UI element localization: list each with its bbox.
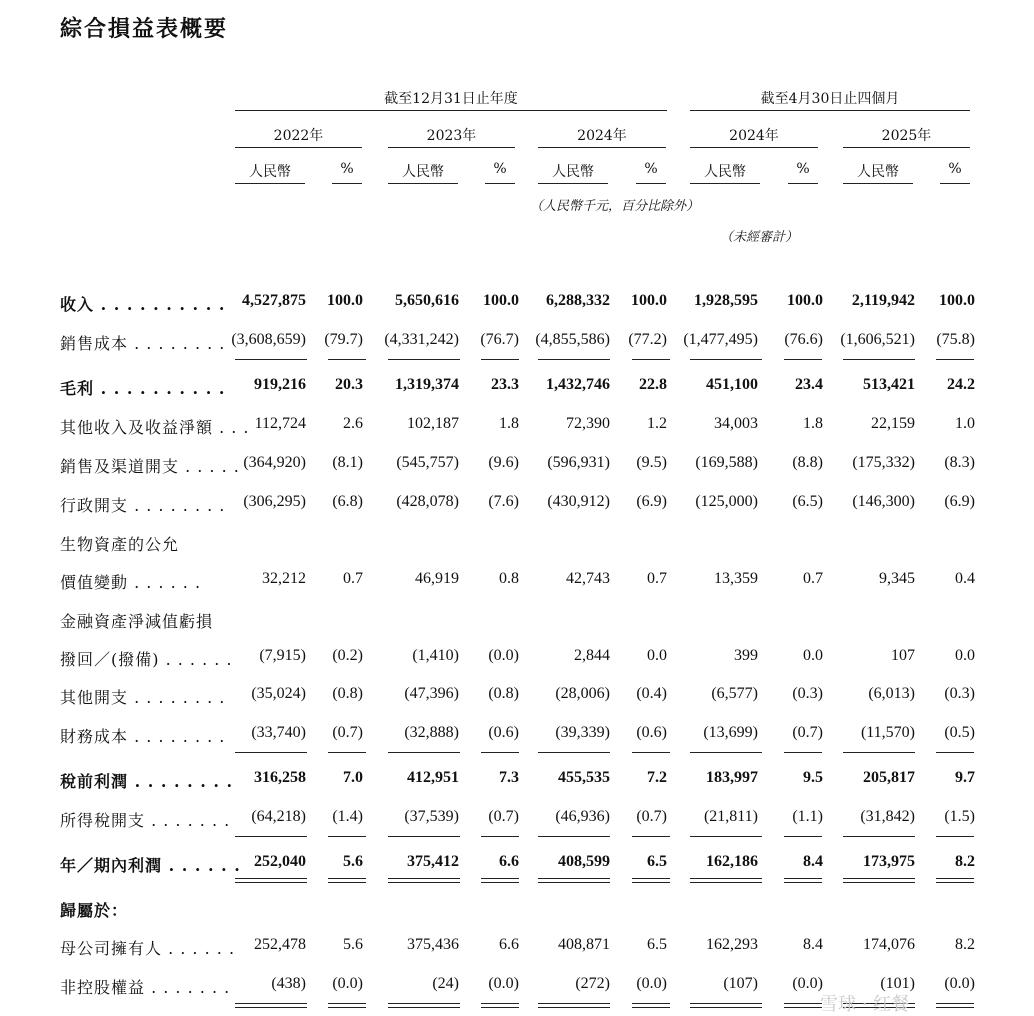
percent-cell: (79.7) — [324, 331, 363, 348]
percent-cell: (0.2) — [332, 647, 363, 664]
percent-cell: 6.5 — [647, 853, 667, 870]
amount-cell: (39,339) — [555, 724, 610, 741]
amount-cell: (24) — [432, 975, 459, 992]
total-rule — [538, 1003, 610, 1008]
total-rule — [843, 359, 915, 360]
percent-cell: 8.4 — [803, 936, 823, 953]
percent-cell: (8.8) — [792, 454, 823, 471]
percent-cell: 8.2 — [955, 936, 975, 953]
amount-cell: (35,024) — [251, 685, 306, 702]
amount-cell: 13,359 — [714, 570, 758, 587]
amount-cell: (364,920) — [243, 454, 306, 471]
total-rule — [328, 1003, 366, 1008]
percent-cell: 6.5 — [647, 936, 667, 953]
year-header: 2025年 — [881, 128, 932, 144]
amount-cell: (6,013) — [868, 685, 915, 702]
percent-cell: 9.7 — [955, 769, 975, 786]
percent-cell: (0.0) — [488, 647, 519, 664]
percent-cell: 0.8 — [499, 570, 519, 587]
amount-cell: (6,577) — [711, 685, 758, 702]
amount-cell: (11,570) — [860, 724, 915, 741]
total-rule — [784, 836, 822, 837]
amount-cell: (4,855,586) — [535, 331, 610, 348]
row-label: 毛利 . . . . . . . . . . — [60, 379, 226, 398]
percent-cell: 5.6 — [343, 853, 363, 870]
percent-cell: (6.9) — [636, 493, 667, 510]
amount-cell: (101) — [880, 975, 915, 992]
total-rule — [784, 878, 822, 883]
total-rule — [538, 359, 610, 360]
percent-cell: (0.7) — [332, 724, 363, 741]
amount-cell: 183,997 — [706, 769, 758, 786]
amount-cell: (31,842) — [860, 808, 915, 825]
amount-cell: 2,119,942 — [851, 292, 915, 309]
amount-cell: (596,931) — [547, 454, 610, 471]
total-rule — [784, 359, 822, 360]
row-label: 銷售成本 . . . . . . . . — [60, 334, 226, 353]
percent-cell: (0.3) — [792, 685, 823, 702]
total-rule — [328, 359, 366, 360]
total-rule — [690, 1003, 762, 1008]
total-rule — [481, 359, 519, 360]
row-label: 母公司擁有人 . . . . . . — [60, 939, 236, 958]
percent-cell: (6.8) — [332, 493, 363, 510]
year-header: 2024年 — [729, 128, 779, 144]
total-rule — [936, 836, 974, 837]
percent-cell: (0.4) — [636, 685, 667, 702]
percent-cell: 5.6 — [343, 936, 363, 953]
amount-cell: (33,740) — [251, 724, 306, 741]
amount-cell: (430,912) — [547, 493, 610, 510]
amount-cell: (169,588) — [695, 454, 758, 471]
page-title: 綜合損益表概要 — [60, 17, 229, 42]
amount-cell: 107 — [891, 647, 915, 664]
amount-cell: 455,535 — [558, 769, 610, 786]
amount-cell: 205,817 — [863, 769, 915, 786]
watermark: 雪球 · 红餐 — [820, 994, 910, 1015]
year-rule — [843, 147, 970, 148]
percent-cell: (7.6) — [488, 493, 519, 510]
amount-cell: 46,919 — [415, 570, 459, 587]
amount-cell: (4,331,242) — [384, 331, 459, 348]
currency-rule — [690, 183, 760, 184]
percent-cell: 0.7 — [343, 570, 363, 587]
percent-cell: 7.3 — [499, 769, 519, 786]
percent-cell: 24.2 — [947, 376, 975, 393]
percent-cell: 9.5 — [803, 769, 823, 786]
section-heading: 歸屬於： — [60, 901, 129, 920]
amount-cell: 174,076 — [863, 936, 915, 953]
percent-cell: 22.8 — [639, 376, 667, 393]
amount-cell: (146,300) — [852, 493, 915, 510]
amount-cell: (47,396) — [404, 685, 459, 702]
total-rule — [235, 836, 307, 837]
percent-cell: 100.0 — [483, 292, 519, 309]
percent-cell: (0.0) — [944, 975, 975, 992]
total-rule — [481, 836, 519, 837]
percent-header: % — [796, 161, 810, 177]
currency-header: 人民幣 — [552, 164, 594, 180]
currency-header: 人民幣 — [857, 164, 899, 180]
percent-cell: 8.4 — [803, 853, 823, 870]
total-rule — [388, 752, 460, 753]
percent-cell: 0.0 — [803, 647, 823, 664]
amount-cell: (1,410) — [412, 647, 459, 664]
amount-cell: 112,724 — [254, 415, 306, 432]
row-label: 稅前利潤 . . . . . . . . — [60, 772, 234, 791]
total-rule — [690, 836, 762, 837]
percent-cell: (0.8) — [488, 685, 519, 702]
percent-cell: (6.5) — [792, 493, 823, 510]
total-rule — [388, 359, 460, 360]
total-rule — [538, 878, 610, 883]
amount-cell: 252,478 — [254, 936, 306, 953]
total-rule — [388, 878, 460, 883]
row-label: 其他開支 . . . . . . . . — [60, 688, 226, 707]
row-label: 其他收入及收益淨額 . . . — [60, 418, 250, 437]
amount-cell: (3,608,659) — [231, 331, 306, 348]
row-label: 財務成本 . . . . . . . . — [60, 727, 226, 746]
percent-cell: (0.0) — [636, 975, 667, 992]
year-header: 2024年 — [577, 128, 627, 144]
year-header: 2023年 — [426, 128, 477, 144]
total-rule — [784, 1003, 822, 1008]
amount-cell: (21,811) — [703, 808, 758, 825]
total-rule — [481, 1003, 519, 1008]
row-label-cont: 撥回／(撥備) . . . . . . — [60, 650, 233, 669]
amount-cell: (1,606,521) — [840, 331, 915, 348]
amount-cell: (1,477,495) — [683, 331, 758, 348]
amount-cell: 102,187 — [407, 415, 459, 432]
percent-cell: 1.2 — [647, 415, 667, 432]
amount-cell: 513,421 — [863, 376, 915, 393]
amount-cell: (28,006) — [555, 685, 610, 702]
percent-cell: (1.4) — [332, 808, 363, 825]
amount-cell: 9,345 — [879, 570, 915, 587]
amount-cell: 162,186 — [706, 853, 758, 870]
amount-cell: (37,539) — [404, 808, 459, 825]
row-label: 銷售及渠道開支 . . . . . — [60, 457, 240, 476]
percent-cell: (0.8) — [332, 685, 363, 702]
total-rule — [481, 878, 519, 883]
percent-cell: 100.0 — [939, 292, 975, 309]
year-rule — [235, 147, 362, 148]
percent-cell: (0.7) — [488, 808, 519, 825]
unaudited-note: （未經審計） — [720, 230, 799, 245]
percent-cell: (0.0) — [332, 975, 363, 992]
amount-cell: (428,078) — [396, 493, 459, 510]
amount-cell: (175,332) — [852, 454, 915, 471]
percent-cell: 6.6 — [499, 936, 519, 953]
total-rule — [328, 752, 366, 753]
percent-header: % — [644, 161, 658, 177]
total-rule — [235, 752, 307, 753]
percent-cell: (8.1) — [332, 454, 363, 471]
row-label: 生物資產的公允 — [60, 535, 180, 554]
currency-rule — [843, 183, 913, 184]
currency-header: 人民幣 — [402, 164, 444, 180]
total-rule — [388, 1003, 460, 1008]
amount-cell: 1,928,595 — [694, 292, 758, 309]
total-rule — [538, 836, 610, 837]
percent-cell: 20.3 — [335, 376, 363, 393]
amount-cell: (125,000) — [695, 493, 758, 510]
row-label: 行政開支 . . . . . . . . — [60, 496, 226, 515]
total-rule — [690, 752, 762, 753]
amount-cell: (438) — [271, 975, 306, 992]
currency-rule — [235, 183, 305, 184]
percent-cell: (6.9) — [944, 493, 975, 510]
amount-cell: (13,699) — [703, 724, 758, 741]
amount-cell: 451,100 — [706, 376, 758, 393]
percent-cell: 0.4 — [955, 570, 975, 587]
period-rule — [235, 110, 667, 111]
percent-cell: (8.3) — [944, 454, 975, 471]
percent-rule — [636, 183, 666, 184]
amount-cell: 2,844 — [574, 647, 610, 664]
amount-cell: 42,743 — [566, 570, 610, 587]
amount-cell: 1,319,374 — [395, 376, 459, 393]
period-rule — [690, 110, 970, 111]
amount-cell: 34,003 — [714, 415, 758, 432]
year-header: 2022年 — [273, 128, 324, 144]
row-label: 非控股權益 . . . . . . . — [60, 978, 231, 997]
total-rule — [936, 752, 974, 753]
total-rule — [235, 878, 307, 883]
percent-cell: 7.0 — [343, 769, 363, 786]
percent-cell: (77.2) — [628, 331, 667, 348]
percent-cell: (76.6) — [784, 331, 823, 348]
percent-header: % — [948, 161, 962, 177]
percent-cell: 0.7 — [803, 570, 823, 587]
percent-cell: 0.0 — [647, 647, 667, 664]
percent-cell: 7.2 — [647, 769, 667, 786]
amount-cell: 22,159 — [871, 415, 915, 432]
total-rule — [843, 836, 915, 837]
amount-cell: 375,436 — [407, 936, 459, 953]
total-rule — [632, 752, 670, 753]
row-label: 所得稅開支 . . . . . . . — [60, 811, 231, 830]
percent-cell: (0.7) — [792, 724, 823, 741]
total-rule — [388, 836, 460, 837]
row-label-cont: 價值變動 . . . . . . — [60, 573, 202, 592]
amount-cell: 316,258 — [254, 769, 306, 786]
amount-cell: 252,040 — [254, 853, 306, 870]
percent-rule — [485, 183, 515, 184]
percent-rule — [788, 183, 818, 184]
percent-cell: 1.8 — [499, 415, 519, 432]
amount-cell: 412,951 — [407, 769, 459, 786]
percent-cell: (0.6) — [488, 724, 519, 741]
amount-cell: 1,432,746 — [546, 376, 610, 393]
percent-rule — [332, 183, 362, 184]
currency-header: 人民幣 — [704, 164, 746, 180]
amount-cell: 162,293 — [706, 936, 758, 953]
total-rule — [328, 878, 366, 883]
amount-cell: (46,936) — [555, 808, 610, 825]
total-rule — [632, 359, 670, 360]
row-label: 收入 . . . . . . . . . . — [60, 295, 226, 314]
amount-cell: 919,216 — [254, 376, 306, 393]
percent-cell: 100.0 — [631, 292, 667, 309]
percent-cell: (0.5) — [944, 724, 975, 741]
period-header-fy: 截至12月31日止年度 — [384, 91, 518, 107]
total-rule — [632, 836, 670, 837]
amount-cell: (64,218) — [251, 808, 306, 825]
percent-cell: (0.3) — [944, 685, 975, 702]
amount-cell: 173,975 — [863, 853, 915, 870]
total-rule — [632, 878, 670, 883]
percent-cell: (9.6) — [488, 454, 519, 471]
currency-rule — [538, 183, 608, 184]
amount-cell: (32,888) — [404, 724, 459, 741]
amount-cell: 399 — [734, 647, 758, 664]
currency-rule — [388, 183, 458, 184]
percent-cell: 0.0 — [955, 647, 975, 664]
percent-cell: 8.2 — [955, 853, 975, 870]
total-rule — [235, 359, 307, 360]
row-label: 年／期內利潤 . . . . . . — [60, 856, 241, 875]
percent-header: % — [493, 161, 507, 177]
percent-cell: 100.0 — [787, 292, 823, 309]
total-rule — [936, 359, 974, 360]
percent-cell: (1.1) — [792, 808, 823, 825]
amount-cell: (272) — [575, 975, 610, 992]
amount-cell: 32,212 — [262, 570, 306, 587]
period-header-4m: 截至4月30日止四個月 — [760, 91, 900, 107]
percent-cell: 6.6 — [499, 853, 519, 870]
year-rule — [388, 147, 515, 148]
amount-cell: (306,295) — [243, 493, 306, 510]
year-rule — [690, 147, 818, 148]
amount-cell: 4,527,875 — [242, 292, 306, 309]
percent-cell: 0.7 — [647, 570, 667, 587]
total-rule — [328, 836, 366, 837]
percent-cell: (75.8) — [936, 331, 975, 348]
amount-cell: 408,599 — [558, 853, 610, 870]
percent-cell: (0.0) — [488, 975, 519, 992]
total-rule — [690, 878, 762, 883]
total-rule — [690, 359, 762, 360]
percent-cell: 100.0 — [327, 292, 363, 309]
year-rule — [538, 147, 666, 148]
amount-cell: 375,412 — [407, 853, 459, 870]
total-rule — [843, 878, 915, 883]
amount-cell: 72,390 — [566, 415, 610, 432]
units-note: （人民幣千元，百分比除外） — [530, 199, 700, 214]
row-label: 金融資產淨減值虧損 — [60, 612, 214, 631]
percent-cell: 1.0 — [955, 415, 975, 432]
total-rule — [235, 1003, 307, 1008]
percent-cell: (0.7) — [636, 808, 667, 825]
percent-cell: (76.7) — [480, 331, 519, 348]
percent-cell: 1.8 — [803, 415, 823, 432]
percent-cell: (0.0) — [792, 975, 823, 992]
percent-cell: 23.4 — [795, 376, 823, 393]
percent-cell: 23.3 — [491, 376, 519, 393]
total-rule — [481, 752, 519, 753]
percent-cell: (9.5) — [636, 454, 667, 471]
currency-header: 人民幣 — [249, 164, 291, 180]
amount-cell: (7,915) — [259, 647, 306, 664]
total-rule — [632, 1003, 670, 1008]
amount-cell: (107) — [723, 975, 758, 992]
total-rule — [538, 752, 610, 753]
percent-header: % — [340, 161, 354, 177]
amount-cell: (545,757) — [396, 454, 459, 471]
amount-cell: 6,288,332 — [546, 292, 610, 309]
percent-cell: (0.6) — [636, 724, 667, 741]
percent-rule — [940, 183, 970, 184]
total-rule — [784, 752, 822, 753]
percent-cell: 2.6 — [343, 415, 363, 432]
amount-cell: 5,650,616 — [395, 292, 459, 309]
total-rule — [843, 752, 915, 753]
amount-cell: 408,871 — [558, 936, 610, 953]
percent-cell: (1.5) — [944, 808, 975, 825]
total-rule — [936, 878, 974, 883]
